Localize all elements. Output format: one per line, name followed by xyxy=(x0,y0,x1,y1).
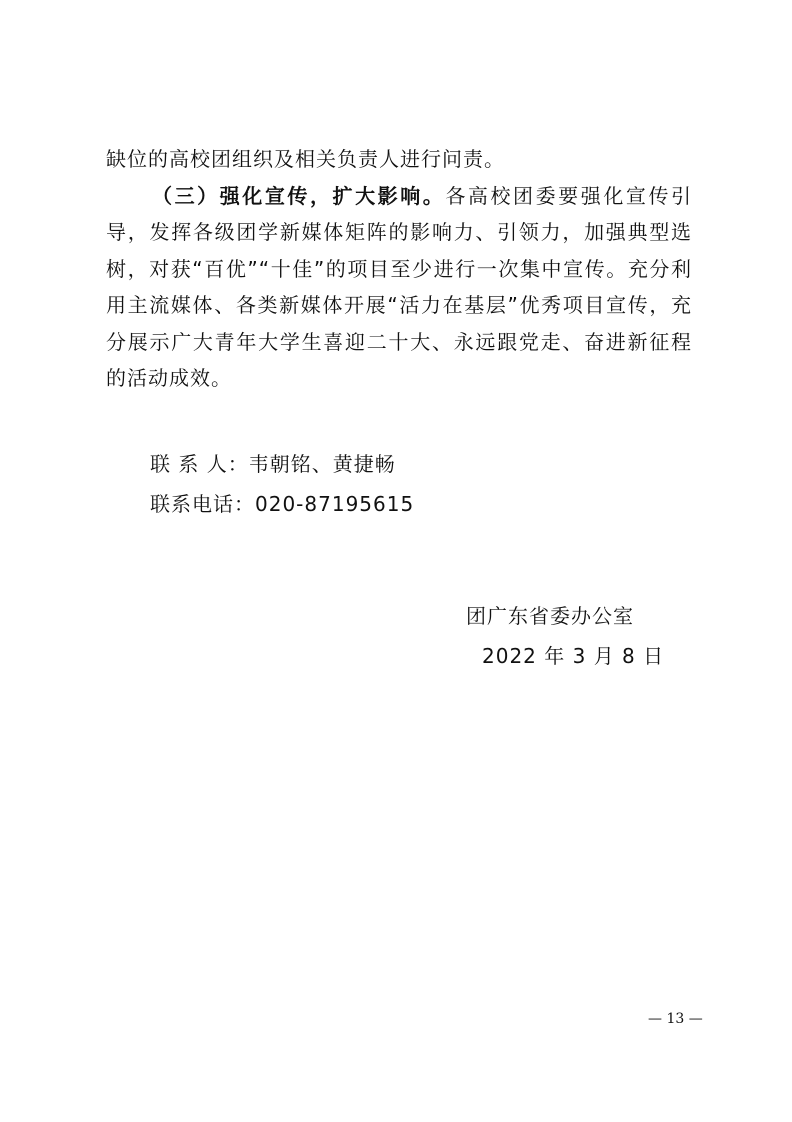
contact-phone-value: 020-87195615 xyxy=(255,492,415,516)
paragraph-section-3 xyxy=(106,178,692,397)
issuing-organization: 团广东省委办公室 xyxy=(466,604,634,628)
section-3-text: 各高校团委要强化宣传引导，发挥各级团学新媒体矩阵的影响力、引领力，加强典型选树，对获“百优”“十佳”的项目至少进行一次集中宣传。充分利用主流媒体、各类新媒体开展“活力在基层”优秀项目宣传，充分展示广大青年大学生喜迎二十大、永远跟党走、奋进新征程的活动成效。 xyxy=(106,183,693,390)
contact-person-value: 韦朝铭、黄捷畅 xyxy=(248,452,396,476)
contact-block xyxy=(150,444,414,524)
contact-phone-row xyxy=(150,484,414,524)
contact-person-label: 联 系 人： xyxy=(150,452,249,476)
page-number: — 13 — xyxy=(648,1011,703,1027)
paragraph-continuation xyxy=(106,141,692,178)
continuation-text: 缺位的高校团组织及相关负责人进行问责。 xyxy=(106,147,505,171)
contact-person-row xyxy=(150,444,414,484)
signature-block xyxy=(466,596,664,676)
contact-phone-label: 联系电话： xyxy=(150,492,255,516)
body-text xyxy=(106,141,692,397)
section-3-heading: （三）强化宣传，扩大影响。 xyxy=(152,183,446,208)
issue-date: 2022 年 3 月 8 日 xyxy=(482,644,665,668)
